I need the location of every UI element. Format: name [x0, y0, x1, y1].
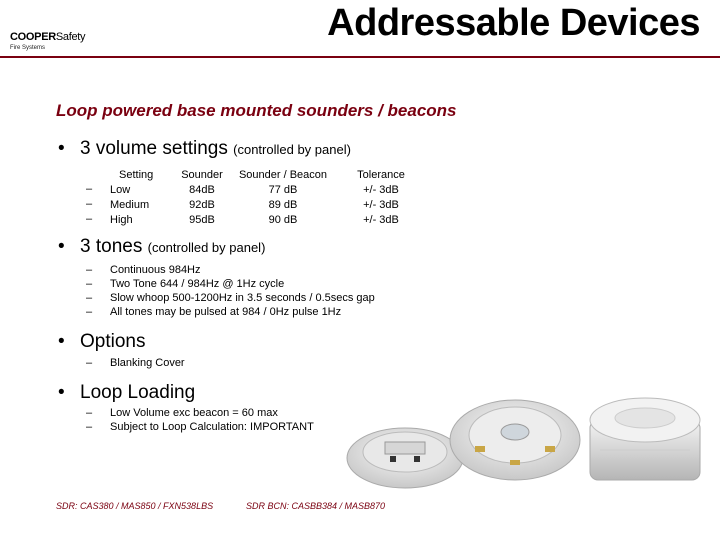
tones-note: (controlled by panel): [147, 240, 266, 255]
caption-left: SDR: CAS380 / MAS850 / FXN538LBS: [56, 501, 214, 511]
bullet-volume: [58, 138, 351, 160]
sounder-base-middle: [450, 400, 580, 480]
dash-marker: –: [86, 198, 93, 210]
caption-right: SDR BCN: CASBB384 / MASB870: [246, 501, 386, 511]
table-cell: 90 dB: [268, 214, 298, 226]
table-cell: Medium: [110, 199, 150, 211]
bullet-options: [58, 331, 145, 353]
options-heading: Options: [80, 331, 146, 352]
table-cell: 95dB: [189, 214, 215, 226]
product-photo: [340, 380, 720, 520]
table-cell: +/- 3dB: [363, 214, 399, 226]
dash-marker: –: [86, 292, 93, 304]
sounder-base-left: [347, 428, 463, 488]
header-divider: [0, 56, 720, 58]
volume-col-sounder: [172, 168, 232, 228]
volume-col-tolerance: [346, 168, 416, 228]
list-item: Blanking Cover: [110, 357, 185, 369]
bullet-tones: [58, 236, 265, 258]
table-cell: 92dB: [189, 199, 215, 211]
section-subtitle: Loop powered base mounted sounders / beacons: [56, 101, 457, 120]
dash-marker: –: [86, 278, 93, 290]
table-header: Setting: [119, 169, 154, 181]
table-cell: High: [110, 214, 133, 226]
volume-heading: 3 volume settings: [80, 138, 228, 159]
bullet-marker: •: [58, 236, 65, 257]
bullet-marker: •: [58, 382, 65, 403]
table-cell: +/- 3dB: [363, 199, 399, 211]
dash-marker: –: [86, 306, 93, 318]
logo-wordmark: [10, 31, 100, 44]
dash-marker: –: [86, 264, 93, 276]
list-item: Subject to Loop Calculation: IMPORTANT: [110, 421, 314, 433]
table-cell: Low: [110, 184, 131, 196]
dash-marker: –: [86, 407, 93, 419]
table-cell: 84dB: [189, 184, 215, 196]
logo-brand-suffix: Safety: [55, 31, 86, 43]
list-item: Low Volume exc beacon = 60 max: [110, 407, 278, 419]
bullet-marker: •: [58, 331, 65, 352]
cooper-logo: [10, 31, 100, 52]
bullet-marker: •: [58, 138, 65, 159]
dash-marker: –: [86, 213, 93, 225]
table-header: Sounder / Beacon: [238, 169, 328, 181]
volume-col-beacon: [228, 168, 338, 228]
sounder-beacon-unit: [590, 398, 700, 480]
tones-heading: 3 tones: [80, 236, 143, 257]
table-header: Tolerance: [357, 169, 405, 181]
list-item: Continuous 984Hz: [110, 264, 201, 276]
table-cell: 89 dB: [268, 199, 298, 211]
list-item: All tones may be pulsed at 984 / 0Hz pulse 1Hz: [110, 306, 342, 318]
list-item: Two Tone 644 / 984Hz @ 1Hz cycle: [110, 278, 285, 290]
list-item: Slow whoop 500-1200Hz in 3.5 seconds / 0.5secs gap: [110, 292, 375, 304]
table-header: Sounder: [181, 169, 223, 181]
dash-marker: –: [86, 357, 93, 369]
table-cell: 77 dB: [268, 184, 298, 196]
volume-note: (controlled by panel): [233, 142, 351, 157]
bullet-loading: [58, 382, 195, 404]
loading-heading: Loop Loading: [80, 382, 196, 403]
page-title: Addressable Devices: [327, 2, 700, 44]
dash-marker: –: [86, 183, 93, 195]
volume-col-setting: [110, 168, 170, 228]
dash-marker: –: [86, 421, 93, 433]
logo-subtitle: Fire Systems: [10, 45, 46, 51]
logo-brand: COOPER: [10, 31, 56, 43]
table-cell: +/- 3dB: [363, 184, 399, 196]
